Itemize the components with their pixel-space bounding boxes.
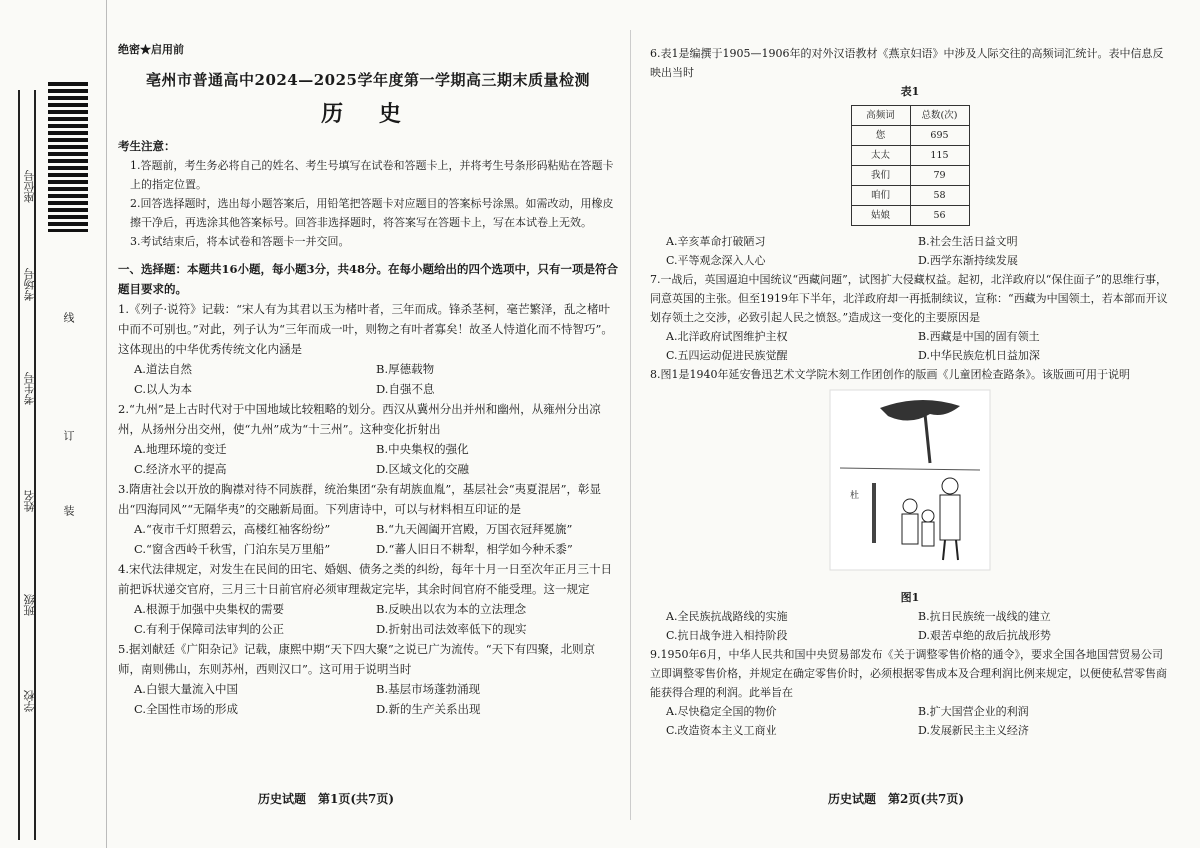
question-options [650,232,1170,270]
option: D.“蕃人旧日不耕犁，相学如今种禾黍” [376,542,573,556]
option: B.扩大国营企业的利润 [918,705,1029,718]
question-stem: 6.表1是编撰于1905—1906年的对外汉语教材《燕京妇语》中涉及人际交往的高频词汇统计。表中信息反映出当时 [650,47,1164,79]
option: B.基层市场蓬勃涌现 [376,682,481,696]
question-stem: 8.图1是1940年延安鲁迅艺术文学院木刻工作团创作的版画《儿童团检查路条》。该版画可用于说明 [650,368,1130,381]
option: C.平等观念深入人心 [666,254,766,267]
question-stem: 3.隋唐社会以开放的胸襟对待不同族群，统治集团“杂有胡族血胤”，基层社会“夷夏混居”，彰显出“四海同风”“无隔华夷”的交融新局面。下列唐诗中，可以与材料相互印证的是 [118,482,601,516]
table-cell: 咱们 [851,186,910,206]
notice-heading: 考生注意： [118,139,176,153]
line-mark: 线 [62,312,75,323]
zhuang-mark: 装 [62,505,75,516]
seat-label: 座位号 [23,170,36,203]
ding-mark: 订 [62,430,75,441]
option: D.西学东渐持续发展 [918,254,1018,267]
subject-title: 历 史 [321,101,415,127]
exam-no-label: 考生号 [23,372,36,405]
exam-title: 亳州市普通高中2024—2025学年度第一学期高三期末质量检测 [146,71,590,89]
question-stem: 5.据刘献廷《广阳杂记》记载，康熙中期“天下四大聚”之说已广为流传。“天下有四聚，北则京师，南则佛山，东则苏州，西则汉口”。这可用于说明当时 [118,642,596,676]
question-options [118,599,618,639]
table-cell: 姑娘 [851,206,910,226]
word-frequency-table [851,105,970,226]
table-cell: 115 [910,146,969,166]
page-2-footer: 历史试题 第2页(共7页) [828,792,965,806]
table-cell: 56 [910,206,969,226]
school-label: 学校 [23,690,36,712]
table-row [851,166,969,186]
option: C.抗日战争进入相持阶段 [666,629,788,642]
option: A.尽快稳定全国的物价 [666,705,777,718]
question-options [650,327,1170,365]
option: C.有利于保障司法审判的公正 [134,622,285,636]
table-row [851,186,969,206]
page-1-footer: 历史试题 第1页(共7页) [258,792,395,806]
option: B.抗日民族统一战线的建立 [918,610,1051,623]
option: C.以人为本 [134,382,193,396]
option: A.道法自然 [134,362,192,376]
room-label: 考场号 [23,268,36,301]
option: A.全民族抗战路线的实施 [666,610,788,623]
option: A.北洋政府试图维护主权 [666,330,788,343]
option: D.中华民族危机日益加深 [918,349,1040,362]
notice-item: 1.答题前，考生务必将自己的姓名、考生号填写在试卷和答题卡上，并将考生号条形码粘贴在答题卡上的指定位置。 [130,159,614,191]
option: B.社会生活日益文明 [918,235,1018,248]
option: A.根源于加强中央集权的需要 [134,602,284,616]
table-row [851,126,969,146]
option: C.“窗含西岭千秋雪，门泊东吴万里船” [134,542,331,556]
table-row [851,146,969,166]
option: B.中央集权的强化 [376,442,469,456]
option: C.全国性市场的形成 [134,702,239,716]
option: A.地理环境的变迁 [134,442,227,456]
option: D.自强不息 [376,382,435,396]
table-cell: 太太 [851,146,910,166]
woodcut-illustration [810,388,1010,578]
table-cell: 695 [910,126,969,146]
svg-text:杜: 杜 [850,491,860,501]
question-stem: 4.宋代法律规定，对发生在民间的田宅、婚姻、债务之类的纠纷，每年十月一日至次年正月三十日前把诉状递交官府，三月三十日前官府必须审理裁定完毕，其余时间官府不能受理。这一规定 [118,562,612,596]
binding-strip [0,0,108,848]
secret-mark: 绝密★启用前 [118,43,184,56]
class-label: 班级 [23,594,36,616]
table-header-row [851,106,969,126]
page-divider [630,30,631,820]
option: D.新的生产关系出现 [376,702,481,716]
question-options [118,519,618,559]
question-options [118,359,618,399]
option: D.区域文化的交融 [376,462,469,476]
table-cell: 58 [910,186,969,206]
table-header-cell: 总数(次) [910,106,969,126]
question-options [650,702,1170,740]
option: B.“九天阊阖开宫殿，万国衣冠拜冕旒” [376,522,573,536]
question-options [118,439,618,479]
option: A.“夜市千灯照碧云，高楼红袖客纷纷” [134,522,331,536]
table-cell: 您 [851,126,910,146]
option: B.西藏是中国的固有领土 [918,330,1040,343]
question-stem: 1.《列子·说符》记载：“宋人有为其君以玉为楮叶者，三年而成。锋杀茎柯，毫芒繁泽，乱之楮叶中而不可别也。”对此，列子认为“三年而成一叶，则物之有叶者寡矣！故圣人恃道化而不恃智巧”。这体现出的中华优秀传统文化内涵是 [118,302,613,356]
question-stem: 9.1950年6月，中华人民共和国中央贸易部发布《关于调整零售价格的通令》，要求全国各地国营贸易公司立即调整零售价格，并规定在确定零售价时，必须根据零售成本及合理利润比例来规定，以便使私营零售商能获得合理的利润。此举旨在 [650,648,1167,699]
option: B.厚德载物 [376,362,435,376]
table-caption: 表1 [900,85,920,98]
woodcut-figure [810,388,1010,588]
option: A.白银大量流入中国 [134,682,238,696]
option: A.辛亥革命打破陋习 [666,235,766,248]
option: D.艰苦卓绝的敌后抗战形势 [918,629,1051,642]
question-options [118,679,618,719]
page-1 [118,40,618,719]
table-cell: 79 [910,166,969,186]
option: C.五四运动促进民族觉醒 [666,349,788,362]
table-header-cell: 高频词 [851,106,910,126]
option: D.发展新民主主义经济 [918,724,1029,737]
option: B.反映出以农为本的立法理念 [376,602,527,616]
question-stem: 2.“九州”是上古时代对于中国地域比较粗略的划分。西汉从冀州分出并州和幽州，从雍州分出凉州，从扬州分出交州，使“九州”成为“十三州”。这种变化折射出 [118,402,601,436]
name-label: 姓名 [23,490,36,512]
page-2 [650,44,1170,740]
figure-caption: 图1 [900,591,920,604]
question-options [650,607,1170,645]
table-row [851,206,969,226]
table-cell: 我们 [851,166,910,186]
section-heading: 一、选择题：本题共16小题，每小题3分，共48分。在每小题给出的四个选项中，只有一项是符合题目要求的。 [118,262,619,296]
notice-item: 2.回答选择题时，选出每小题答案后，用铅笔把答题卡对应题目的答案标号涂黑。如需改动，用橡皮擦干净后，再选涂其他答案标号。回答非选择题时，将答案写在答题卡上，写在本试卷上无效。 [130,197,614,229]
question-stem: 7.一战后，英国逼迫中国统议“西藏问题”，试图扩大侵藏权益。起初，北洋政府以“保住面子”的思维行事，同意英国的主张。但至1919年下半年，北洋政府却一再抵制续议，宣称：“西藏为中国领土，若本部而开议划存领土之交涉，必致引起人民之愤怒。”造成这一变化的主要原因是 [650,273,1168,324]
notice-item: 3.考试结束后，将本试卷和答题卡一并交回。 [130,235,350,248]
strip-edge [106,0,107,848]
option: C.经济水平的提高 [134,462,227,476]
option: D.折射出司法效率低下的现实 [376,622,527,636]
option: C.改造资本主义工商业 [666,724,777,737]
barcode-bars [48,82,88,232]
